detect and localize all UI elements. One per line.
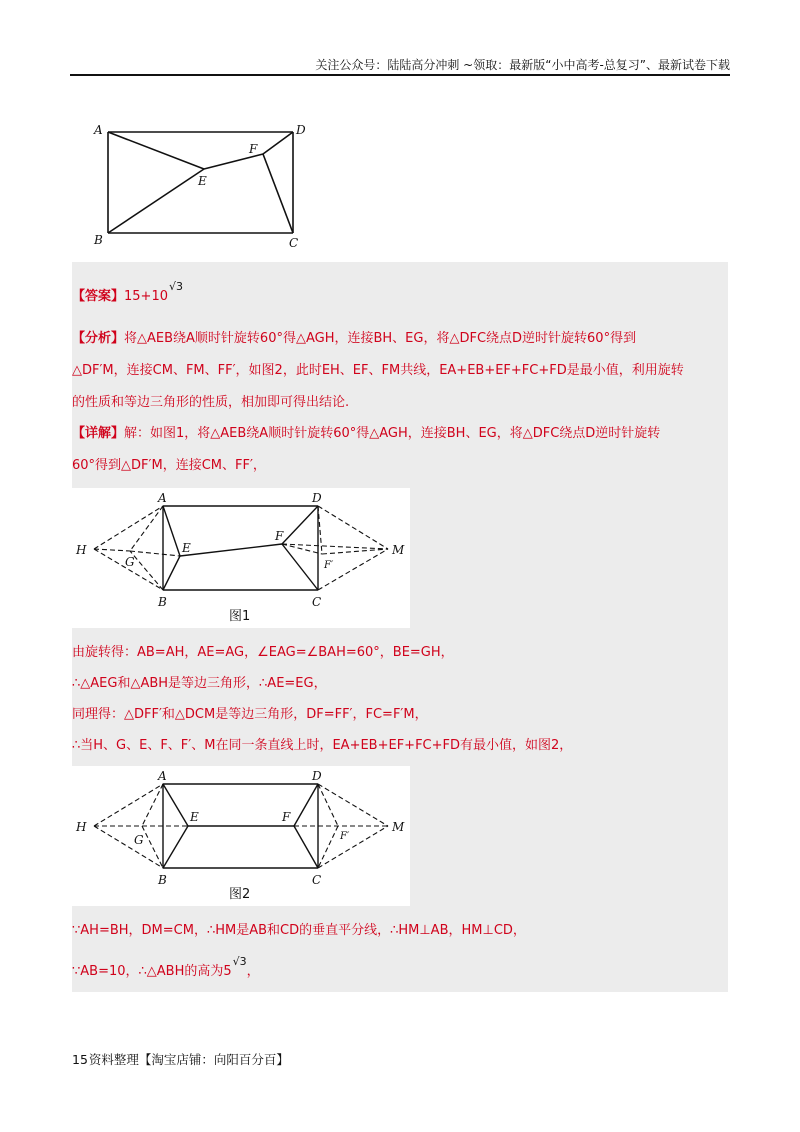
- fig2-label-h: H: [76, 820, 87, 834]
- figure-top: [88, 116, 316, 256]
- label-e: E: [198, 174, 207, 188]
- answer-sqrt: √3: [169, 280, 184, 293]
- detail-label: 【详解】: [72, 426, 125, 441]
- fig2-label-e: E: [190, 810, 199, 824]
- figure-1-svg: [72, 488, 410, 628]
- conclusion-line-1: ∵AH=BH，DM=CM，∴HM是AB和CD的垂直平分线，∴HM⊥AB，HM⊥CD，: [72, 923, 526, 938]
- step-line-3: 同理得：△DFF′和△DCM是等边三角形，DF=FF′，FC=F′M，: [72, 707, 428, 722]
- page-footer: [72, 1050, 289, 1068]
- conclusion-sqrt: √3: [232, 955, 247, 968]
- step-line-1: 由旋转得：AB=AH，AE=AG，∠EAG=∠BAH=60°，BE=GH，: [72, 645, 454, 660]
- figure-2-svg: [72, 766, 410, 906]
- detail-line-2: 60°得到△DF′M，连接CM、FF′，: [72, 458, 266, 473]
- fig2-label-c: C: [312, 873, 322, 887]
- step-line-4: ∴当H、G、E、F、F′、M在同一条直线上时，EA+EB+EF+FC+FD有最小值，如图2，: [72, 738, 573, 753]
- figure-1: [72, 488, 410, 628]
- fig1-label-a: A: [158, 491, 167, 505]
- fig2-label-b: B: [158, 873, 167, 887]
- fig1-label-h: H: [76, 543, 87, 557]
- fig1-label-e: E: [182, 541, 191, 555]
- header-rule: [70, 74, 730, 76]
- fig2-label-a: A: [158, 769, 167, 783]
- fig1-label-g: G: [125, 555, 135, 569]
- label-c: C: [289, 236, 299, 250]
- analysis-line-2: △DF′M，连接CM、FM、FF′，如图2，此时EH、EF、FM共线，EA+EB+EF+FC+FD是最小值，利用旋转: [72, 363, 684, 378]
- fig1-label-d: D: [312, 491, 322, 505]
- figure-2: [72, 766, 410, 906]
- fig2-label-d: D: [312, 769, 322, 783]
- footer-text: 资料整理【淘宝店铺：向阳百分百】: [88, 1052, 289, 1067]
- label-a: A: [94, 123, 103, 137]
- fig2-label-g: G: [134, 833, 144, 847]
- analysis-label: 【分析】: [72, 331, 125, 346]
- detail-text-1: 解：如图1，将△AEB绕A顺时针旋转60°得△AGH，连接BH、EG，将△DFC绕点D逆时针旋转: [124, 426, 661, 441]
- label-b: B: [94, 233, 103, 247]
- conclusion-text-2: ∵AB=10，∴△ABH的高为5: [72, 964, 232, 979]
- fig1-label-m: M: [392, 543, 405, 557]
- analysis-line-3: 的性质和等边三角形的性质，相加即可得出结论.: [72, 395, 350, 410]
- analysis-text-1: 将△AEB绕A顺时针旋转60°得△AGH，连接BH、EG，将△DFC绕点D逆时针旋转60°得到: [124, 331, 637, 346]
- page-header: 关注公众号：陆陆高分冲刺 ~领取：最新版“小中高考-总复习”、最新试卷下载: [315, 58, 730, 72]
- fig2-caption: 图2: [229, 887, 251, 902]
- fig1-label-c: C: [312, 595, 322, 609]
- label-f: F: [249, 142, 258, 156]
- fig1-label-fprime: F′: [324, 560, 334, 571]
- fig2-label-m: M: [392, 820, 405, 834]
- conclusion-line-2: [72, 955, 260, 981]
- answer-value: 15+10: [124, 289, 168, 304]
- page-number: 15: [72, 1052, 88, 1067]
- detail-line-1: [72, 425, 660, 443]
- figure-top-svg: [88, 116, 316, 256]
- label-d: D: [296, 123, 306, 137]
- fig2-label-f: F: [282, 810, 291, 824]
- fig1-label-f: F: [275, 529, 284, 543]
- step-line-2: ∴△AEG和△ABH是等边三角形，∴AE=EG，: [72, 676, 327, 691]
- answer-line: [72, 280, 184, 306]
- analysis-line-1: [72, 330, 636, 348]
- fig1-caption: 图1: [229, 609, 251, 624]
- conclusion-end: ，: [246, 964, 260, 979]
- fig1-label-b: B: [158, 595, 167, 609]
- fig2-label-fprime: F′: [340, 831, 350, 842]
- answer-label: 【答案】: [72, 289, 125, 304]
